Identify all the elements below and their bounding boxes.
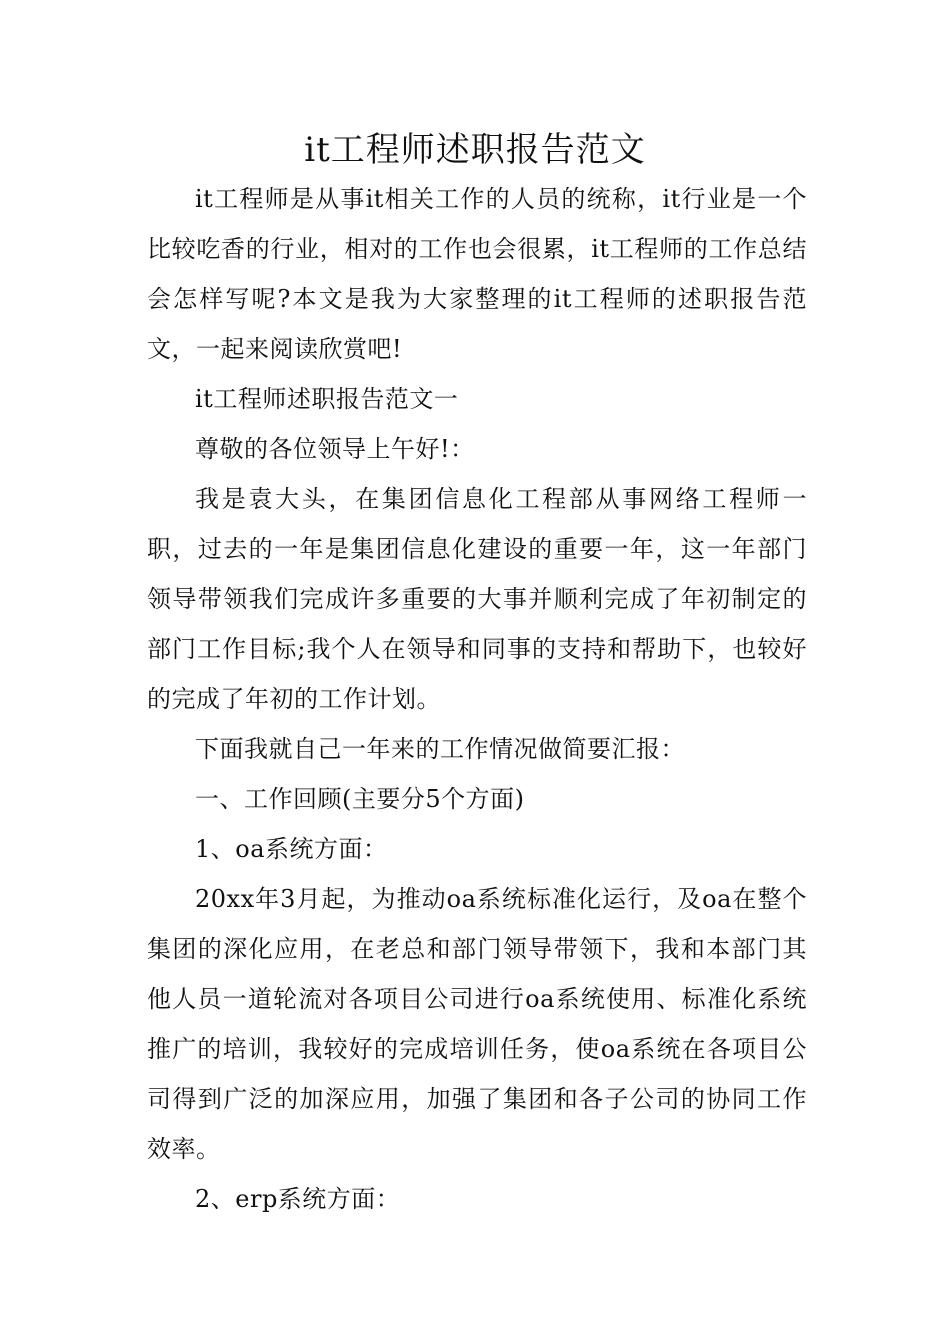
work-review-heading: 一、工作回顾(主要分5个方面) <box>195 785 525 813</box>
oa-system-paragraph: 20xx年3月起，为推动oa系统标准化运行，及oa在整个集团的深化应用，在老总和部门领导带领下，我和本部门其他人员一道轮流对各项目公司进行oa系统使用、标准化系统推广的培训，我较好的完成培训任务，使oa系统在各项目公司得到广泛的加深应用，加强了集团和各子公司的协同工作效率。 <box>147 885 807 1163</box>
greeting-paragraph: 尊敬的各位领导上午好!： <box>195 435 475 463</box>
self-introduction-paragraph: 我是袁大头，在集团信息化工程部从事网络工程师一职，过去的一年是集团信息化建设的重要一年，这一年部门领导带领我们完成许多重要的大事并顺利完成了年初制定的部门工作目标;我个人在领导和同事的支持和帮助下，也较好的完成了年初的工作计划。 <box>147 485 807 713</box>
document-body <box>147 174 807 1224</box>
intro-paragraph: it工程师是从事it相关工作的人员的统称，it行业是一个比较吃香的行业，相对的工作也会很累，it工程师的工作总结会怎样写呢?本文是我为大家整理的it工程师的述职报告范文，一起来阅读欣赏吧! <box>147 185 807 363</box>
document-title: it工程师述职报告范文 <box>304 130 646 170</box>
erp-system-heading: 2、erp系统方面： <box>195 1185 401 1213</box>
section-heading: it工程师述职报告范文一 <box>195 385 459 413</box>
report-intro-paragraph: 下面我就自己一年来的工作情况做简要汇报： <box>195 735 685 763</box>
oa-system-heading: 1、oa系统方面： <box>195 835 388 863</box>
